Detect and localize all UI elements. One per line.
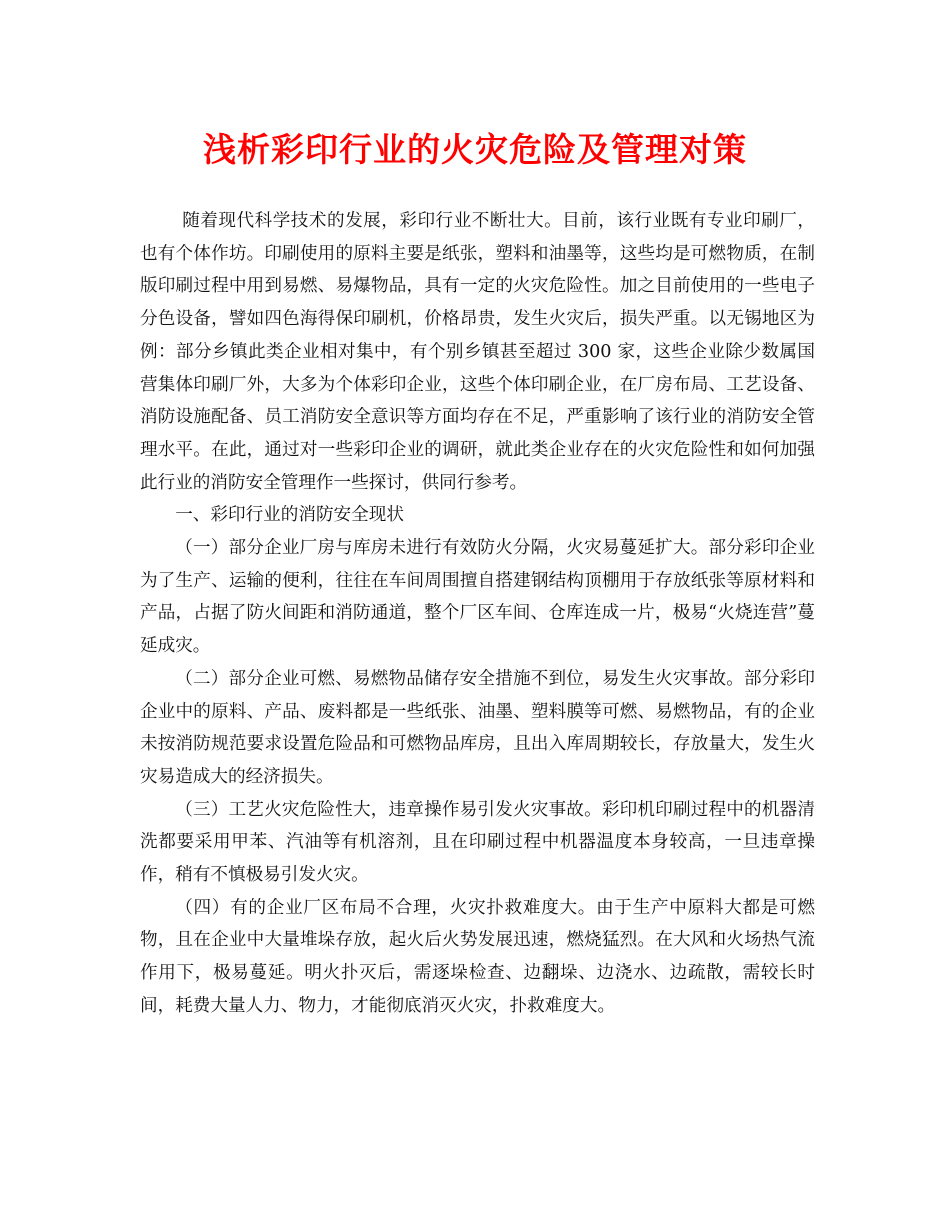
body-paragraph: （一）部分企业厂房与库房未进行有效防火分隔，火灾易蔓延扩大。部分彩印企业为了生产、运输的便利，往往在车间周围擅自搭建钢结构顶棚用于存放纸张等原材料和产品，占据了防火间距和消防通道，整个厂区车间、仓库连成一片，极易“火烧连营”蔓延成灾。 [140,538,815,657]
body-paragraph: （二）部分企业可燃、易燃物品储存安全措施不到位，易发生火灾事故。部分彩印企业中的原料、产品、废料都是一些纸张、油墨、塑料膜等可燃、易燃物品，有的企业未按消防规范要求设置危险品和可燃物品库房，且出入库周期较长，存放量大，发生火灾易造成大的经济损失。 [140,668,815,787]
document-body [140,205,815,1023]
section-heading: 一、彩印行业的消防安全现状 [175,505,404,526]
body-paragraph: （三）工艺火灾危险性大，违章操作易引发火灾事故。彩印机印刷过程中的机器清洗都要采用甲苯、汽油等有机溶剂，且在印刷过程中机器温度本身较高，一旦违章操作，稍有不慎极易引发火灾。 [140,799,815,886]
document-title: 浅析彩印行业的火灾危险及管理对策 [203,130,747,169]
intro-paragraph: 随着现代科学技术的发展，彩印行业不断壮大。目前，该行业既有专业印刷厂，也有个体作坊。印刷使用的原料主要是纸张，塑料和油墨等，这些均是可燃物质，在制版印刷过程中用到易燃、易爆物品，具有一定的火灾危险性。加之目前使用的一些电子分色设备，譬如四色海得保印刷机，价格昂贵，发生火灾后，损失严重。以无锡地区为例：部分乡镇此类企业相对集中，有个别乡镇甚至超过 300 家，这些企业除少数属国营集体印刷厂外，大多为个体彩印企业，这些个体印刷企业，在厂房布局、工艺设备、消防设施配备、员工消防安全意识等方面均存在不足，严重影响了该行业的消防安全管理水平。在此，通过对一些彩印企业的调研，就此类企业存在的火灾危险性和如何加强此行业的消防安全管理作一些探讨，供同行参考。 [140,211,815,493]
body-paragraph: （四）有的企业厂区布局不合理，火灾扑救难度大。由于生产中原料大都是可燃物，且在企业中大量堆垛存放，起火后火势发展迅速，燃烧猛烈。在大风和火场热气流作用下，极易蔓延。明火扑灭后，需逐垛检查、边翻垛、边浇水、边疏散，需较长时间，耗费大量人力、物力，才能彻底消灭火灾，扑救难度大。 [140,897,815,1016]
